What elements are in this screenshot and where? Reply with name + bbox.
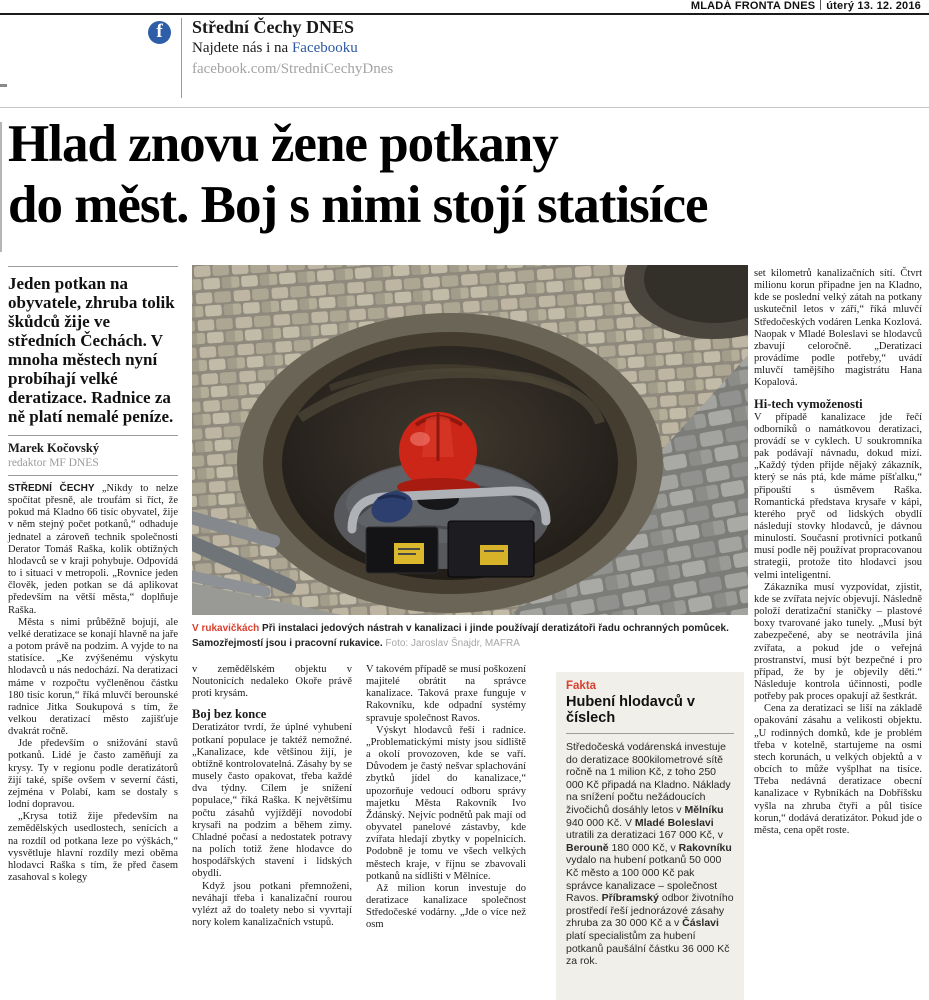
fact-box-text: vydalo na hubení potkanů 50 000 Kč město a 100 000 Kč pak správce kanalizace – společnost Ravos.: [566, 854, 722, 905]
crop-mark: [0, 84, 7, 87]
article-column-1: [8, 266, 178, 884]
masthead-date: úterý 13. 12. 2016: [826, 0, 921, 12]
article-paragraph: Jde především o snižování stavů potkanů. Lidé je často zaměňují za krysy. Ty v regionu podle deratizátorů žijí také, spíše ovšem v severní části, zejména v Polabí, kam se dostaly s lodní dopravou.: [8, 738, 178, 811]
masthead-divider: [820, 0, 821, 10]
fact-box-bold-text: Rakovníku: [678, 841, 732, 854]
article-headline: [8, 114, 923, 236]
article-subhead: Hi-tech vymoženosti: [754, 396, 863, 411]
headline-line1: Hlad znovu žene potkany: [8, 115, 558, 173]
article-paragraph: Deratizátor tvrdí, že úplné vyhubení potkaní populace je taktéž nemožné. „Kanalizace, kde většinou žijí, je obtížně kontrolovatelná. Zásahy by se musely často opakovat, třeba každé dva týdny. Cílem je snížení populace,“ říká Raška. K největšímu počtu zásahů vyjíždějí novodobí krysaři na podzim a během zimy. Chladné počasí a nedostatek potravy na polích totiž žene hlodavce do hospodářských stavení i lidských obydlí.: [192, 722, 352, 880]
fact-box-text: platí specialistům za hubení potkanů paušální částku 36 000 Kč za rok.: [566, 929, 730, 968]
facebook-icon: f: [148, 21, 171, 44]
location-lead-in: STŘEDNÍ ČECHY: [8, 483, 102, 494]
byline: [8, 441, 178, 469]
fact-box-text: 180 000 Kč, v: [608, 841, 679, 854]
fact-box-bold-text: Mladé Boleslavi: [634, 816, 714, 829]
open-manhole: [237, 313, 663, 613]
facebook-invite-text: Najdete nás i na: [192, 40, 292, 56]
masthead: [691, 0, 921, 12]
article-paragraph: Výskyt hlodavců řeší i radnice. „Problematickými místy jsou sídliště a okolí provozoven, kde se vaří. Důvodem je častý nešvar splachování zbytků jídel do kanalizace,“ upozorňuje vedoucí odboru správy majetku Města Rakovník Ivo Ždánský. Nejvíc podnětů pak mají od obyvatel panelové zástavby, kde zvířata hledají zbytky v popelnicích. Podobně je tomu ve všech velkých městech kraje, v říjnu se zbavovali potkanů na sídlišti v Mělníce.: [366, 724, 526, 882]
article-column-3: [366, 664, 526, 931]
lead-paragraph: Jeden potkan na obyvatele, zhruba tolik škůdců žije ve středních Čechách. V mnoha městech nyní probíhají velké deratizace. Radnice za ně platí nemalé peníze.: [8, 274, 175, 426]
photo-credit: Foto: Jaroslav Šnajdr, MAFRA: [385, 638, 520, 649]
fact-box-bold-text: Příbramský: [601, 892, 659, 905]
article-paragraph: Když jsou potkani přemnoženi, neváhají třeba i kanalizační rourou vylézt až do toalety nebo si vyvrtají nory kolem kanalizačních vstupů.: [192, 880, 352, 928]
byline-bottom-rule: [8, 475, 178, 476]
facebook-url[interactable]: facebook.com/StredniCechyDnes: [192, 61, 394, 77]
equipment-cases: [366, 521, 534, 577]
header-vertical-rule: [181, 18, 182, 98]
fact-box-text: 940 000 Kč. V: [566, 816, 635, 829]
header-bottom-rule: [0, 107, 929, 108]
lead-top-rule: [8, 266, 178, 267]
article-paragraph: Cena za deratizaci se liší na základě opakování zásahu a velikosti objektu. „U rodinných domků, kde je problém třeba v kotelně, startujeme na osmi stech korunách, u velkých objektů a v obcích to může vyšplhat na tisíce. Třeba nedávná deratizace obecní kanalizace v Rybníkách na Dobříšsku vyšla na zhruba čtyři a půl tisíce korun,“ dodává deratizátor. Pokud jde o města, cena opět roste.: [754, 703, 922, 836]
masthead-paper-name: MLADÁ FRONTA DNES: [690, 0, 816, 12]
section-title: Střední Čechy DNES: [192, 17, 355, 37]
fact-box: [556, 672, 744, 1000]
caption-lead-in: V rukavičkách: [192, 623, 260, 634]
article-paragraph: „Krysa totiž žije především na zemědělských usedlostech, senících a na rozdíl od potkana leze po výškách,“ vysvětluje hlavní rozdíly mezi oběma hlodavci Raška s tím, že před časem zasahoval s kolegy: [8, 811, 178, 883]
fact-box-text: odbor životního prostředí řeší jednorázové zásahy zhruba za 30 000 Kč a v: [566, 892, 734, 930]
article-text-column: [8, 483, 178, 884]
fact-box-rule: [566, 733, 734, 734]
fact-box-bold-text: Mělníku: [684, 803, 724, 816]
article-paragraph: V takovém případě se musí poškození majitelé obrátit na správce kanalizace. Taková praxe funguje v Rakovníku, kde odpadní systémy spravuje společnost Ravos.: [366, 664, 526, 724]
manhole-photo-graphic: [192, 265, 748, 615]
author-role: redaktor MF DNES: [8, 457, 99, 469]
article-paragraph: v zemědělském objektu v Noutonicích nedaleko Okoře právě proti krysám.: [192, 664, 352, 700]
fact-box-kicker: Fakta: [566, 680, 597, 692]
caption-text: Při instalaci jedových nástrah v kanalizaci i jinde používají deratizátoři řadu ochranných pomůcek. Samozřejmostí jsou i pracovní rukavice.: [192, 623, 729, 649]
photo-caption: [192, 621, 748, 651]
article-paragraph: Zákazníka musí vyzpovídat, zjistit, kde se zvířata nejvíc objevují. Následně položí deratizační staničky – plastové boxy tvarované jako tunely. „Musí být zabezpečené, aby se neotrávila jiná zvířata, a pokud jde o veřejná prostranství, musí být bezpečné i pro případ, že by je objevily děti.“ Následuje kontrola účinnosti, podle potřeby pak proces opakují až šestkrát.: [754, 581, 922, 703]
article-paragraph: STŘEDNÍ ČECHY „Nikdy to nelze spočítat přesně, ale troufám si říct, že pokud má Kladno 66 tisíc obyvatel, žije v něm stejný počet potkanů,“ odhaduje jednatel a zároveň technik společnosti Derator Tomáš Raška, kolik obtížných hlodavců se v kraji pohybuje. Odpovídá to i situaci v metropoli. „Rovnice jeden člověk, jeden potkan se dá aplikovat především na větší města,“ doplňuje Raška.: [8, 483, 178, 616]
article-paragraph: set kilometrů kanalizačních sítí. Čtvrt milionu korun připadne jen na Kladno, kde se poslední velký zátah na potkany uskutečnil letos v září,“ říká mluvčí Středočeských vodáren Lenka Kozlová. Naopak v Mladé Boleslavi se hlodavců zbavují celoročně. „Deratizaci provádíme podle potřeby,“ uvádí mluvčí tamějšího magistrátu Hana Kopalová.: [754, 268, 922, 389]
headline-left-rule: [0, 122, 2, 252]
article-subhead: Boj bez konce: [192, 707, 267, 722]
facebook-invite-line: [192, 40, 358, 57]
top-rule: [0, 13, 929, 15]
fact-box-body: [566, 741, 734, 968]
headline-line2: do měst. Boj s nimi stojí statisíce: [8, 176, 708, 234]
article-paragraph: V případě kanalizace jde řečí odborníků o namátkovou deratizaci, provádí se v cyklech. U soukromníka pak podávají návnadu, dokud mizí. „Každý týden přijde nějaký zákazník, který se nás ptá, kde máme píšťalku,“ připouští s úsměvem Raška. Romantická představa krysaře v kápi, kterého pryč od lidských obydlí následují stovky hlodavců, je dávnou minulostí. Současní protivníci potkanů musí podle něj používat propracovanou strategii, protože tito hlodavci jsou velmi inteligentní.: [754, 411, 922, 581]
fact-box-bold-text: Berouně: [566, 841, 609, 854]
fact-box-text: utratili za deratizaci 167 000 Kč, v: [566, 829, 723, 842]
article-photo: [192, 265, 748, 615]
article-paragraph: Města s nimi průběžně bojují, ale velké deratizace se konají hlavně na jaře a potom právě na podzim. A vyjde to na statisíce. „Ke zvýšenému výskytu hlodavců u nás nedochází. Na deratizaci máme v rozpočtu vyčleněnou částku 180 tisíc korun,“ říká mluvčí berounské radnice Jitka Soukupová s tím, že velkou deratizací město zajišťuje dvakrát ročně.: [8, 616, 178, 738]
article-column-4: [754, 268, 922, 837]
fact-box-bold-text: Čáslavi: [682, 917, 719, 930]
fact-box-text: Středočeská vodárenská investuje do deratizace 800kilometrové sítě ročně na 1 milion Kč, z toho 250 000 Kč připadá na Kladno. Náklady na snížení počtu nežádoucích živočichů dosáhly letos v: [566, 741, 731, 816]
facebook-link[interactable]: Facebooku: [291, 40, 358, 56]
article-column-2: [192, 664, 352, 929]
lead-bottom-rule: [8, 435, 178, 436]
fact-box-title: Hubení hlodavců v číslech: [566, 694, 695, 726]
article-paragraph: Až milion korun investuje do deratizace kanalizace společnost Středočeské vodárny. „Jde o více než osm: [366, 882, 526, 931]
author-name: Marek Kočovský: [8, 441, 100, 455]
